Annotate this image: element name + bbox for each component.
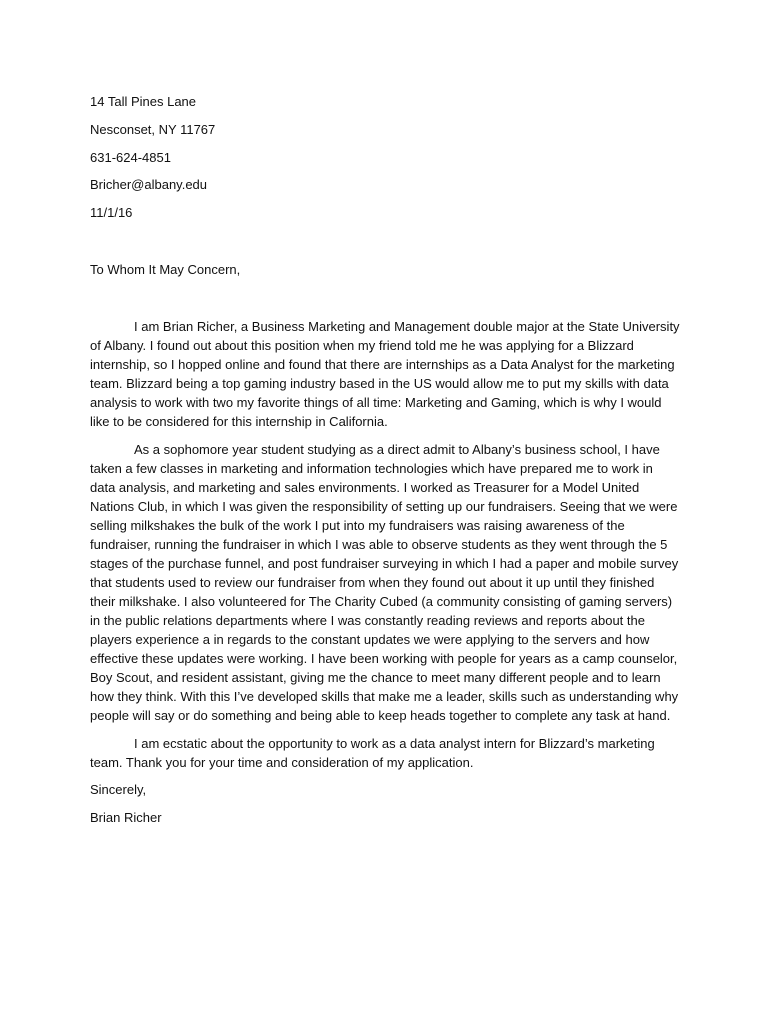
closing: Sincerely, — [90, 782, 147, 797]
address-city-state-zip: Nesconset, NY 11767 — [90, 122, 216, 137]
letter-date: 11/1/16 — [90, 205, 133, 220]
signature-name: Brian Richer — [90, 810, 162, 825]
address-phone: 631-624-4851 — [90, 150, 171, 165]
letter-body — [90, 317, 680, 781]
address-email: Bricher@albany.edu — [90, 177, 208, 192]
salutation: To Whom It May Concern, — [90, 262, 241, 277]
body-paragraph-2: As a sophomore year student studying as a direct admit to Albany’s business school, I have taken a few classes in marketing and information technologies which have prepared me to work in data analysis, and marketing and sales environments. I worked as Treasurer for a Model United Nations Club, in which I was given the responsibility of setting up our fundraisers. Seeing that we were selling milkshakes the bulk of the work I put into my fundraisers was raising awareness of the fundraiser, running the fundraiser in which I was able to observe students as they went through the 5 stages of the purchase funnel, and post fundraiser surveying in which I had a paper and mobile survey that students used to review our fundraiser from when they found out about it up until they finished their milkshake. I also volunteered for The Charity Cubed (a community consisting of gaming servers) in the public relations departments where I was constantly reading reviews and reports about the players experience a in regards to the constant updates we were applying to the servers and how effective these updates were working. I have been working with people for years as a camp counselor, Boy Scout, and resident assistant, giving me the chance to meet many different people and to learn how they think. With this I’ve developed skills that make me a leader, skills such as understanding why people will say or do something and being able to keep heads together to complete any task at hand. — [90, 442, 679, 723]
address-street: 14 Tall Pines Lane — [90, 94, 197, 109]
body-paragraph-3: I am ecstatic about the opportunity to work as a data analyst intern for Blizzard’s marketing team. Thank you for your time and consideration of my application. — [90, 736, 655, 770]
body-paragraph-1: I am Brian Richer, a Business Marketing and Management double major at the State University of Albany. I found out about this position when my friend told me he was applying for a Blizzard internship, so I hopped online and found that there are internships as a Data Analyst for the marketing team. Blizzard being a top gaming industry based in the US would allow me to put my skills with data analysis to work with two my favorite things of all time: Marketing and Gaming, which is why I would like to be considered for this internship in California. — [90, 319, 680, 429]
